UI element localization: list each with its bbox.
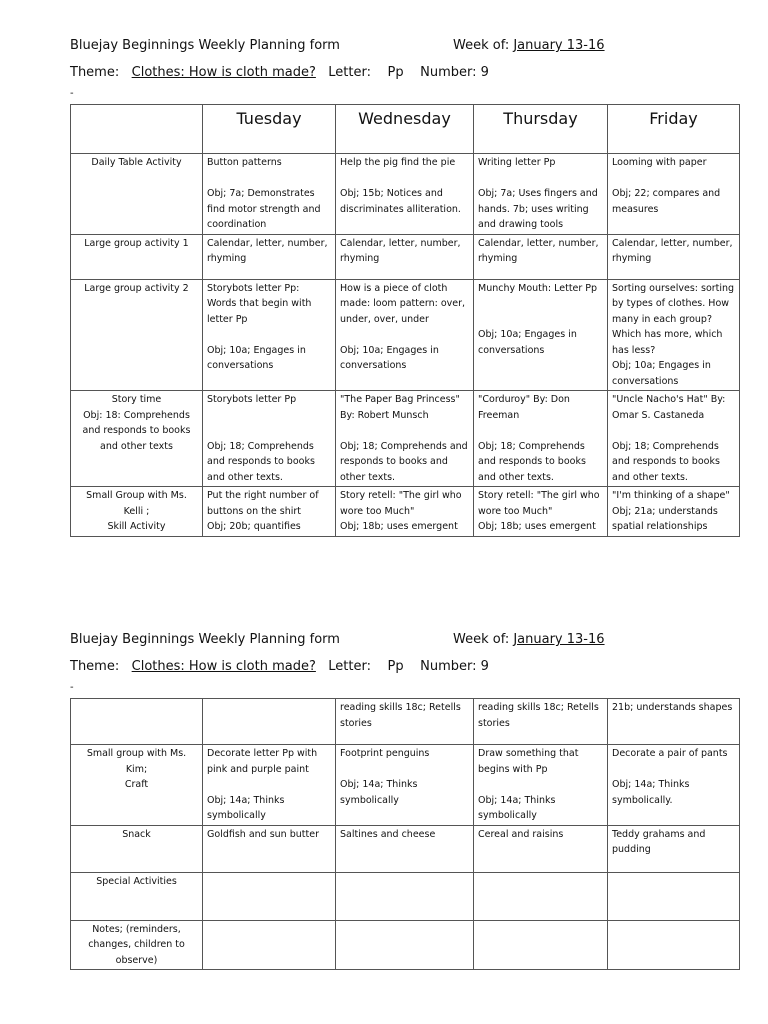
week-of: Week of: January 13-16: [453, 38, 605, 53]
row-label: Daily Table Activity: [71, 154, 203, 235]
row-label: [71, 699, 203, 745]
dash-mark: -: [70, 88, 74, 99]
table-cell: Footprint penguins Obj; 14a; Thinks symbolically: [336, 745, 474, 826]
table-cell: Calendar, letter, number, rhyming: [203, 234, 336, 279]
number-value: 9: [480, 65, 489, 80]
table-cell: [474, 920, 608, 970]
table-cell: "Corduroy" By: Don Freeman Obj; 18; Comprehends and responds to books and other texts.: [474, 391, 608, 487]
table-row: [71, 699, 740, 745]
table-cell: reading skills 18c; Retells stories: [474, 699, 608, 745]
table-row: [71, 872, 740, 920]
row-label: Small group with Ms. Kim; Craft: [71, 745, 203, 826]
form-title: Bluejay Beginnings Weekly Planning form: [70, 38, 340, 53]
table-cell: [608, 920, 740, 970]
table-cell: "I'm thinking of a shape" Obj; 21a; understands spatial relationships: [608, 487, 740, 537]
table-cell: Munchy Mouth: Letter Pp Obj; 10a; Engages in conversations: [474, 279, 608, 391]
table-cell: Storybots letter Pp Obj; 18; Comprehends and responds to books and other texts.: [203, 391, 336, 487]
planning-table-2: [70, 698, 740, 970]
table-cell: Story retell: "The girl who wore too Much" Obj; 18b; uses emergent: [336, 487, 474, 537]
table-cell: Button patterns Obj; 7a; Demonstrates find motor strength and coordination: [203, 154, 336, 235]
table-cell: Teddy grahams and pudding: [608, 825, 740, 872]
table-cell: 21b; understands shapes: [608, 699, 740, 745]
row-label: Special Activities: [71, 872, 203, 920]
table-cell: Calendar, letter, number, rhyming: [474, 234, 608, 279]
table-cell: Decorate a pair of pants Obj; 14a; Thinks symbolically.: [608, 745, 740, 826]
table-cell: [474, 872, 608, 920]
table-cell: Storybots letter Pp: Words that begin with letter Pp Obj; 10a; Engages in conversations: [203, 279, 336, 391]
table-cell: Saltines and cheese: [336, 825, 474, 872]
day-header-row: [71, 105, 740, 154]
dash-mark: -: [70, 682, 74, 693]
table-row: [71, 825, 740, 872]
table-row: [71, 391, 740, 487]
table-row: [71, 487, 740, 537]
form-title-line: [70, 38, 605, 53]
table-cell: reading skills 18c; Retells stories: [336, 699, 474, 745]
row-label: Story time Obj: 18: Comprehends and responds to books and other texts: [71, 391, 203, 487]
table-cell: Draw something that begins with Pp Obj; 14a; Thinks symbolically: [474, 745, 608, 826]
table-row: [71, 279, 740, 391]
table-cell: Story retell: "The girl who wore too Much" Obj; 18b; uses emergent: [474, 487, 608, 537]
day-header: Tuesday: [203, 105, 336, 154]
week-value: January 13-16: [513, 632, 605, 647]
table-cell: Decorate letter Pp with pink and purple paint Obj; 14a; Thinks symbolically: [203, 745, 336, 826]
table-cell: "The Paper Bag Princess" By: Robert Munsch Obj; 18; Comprehends and responds to books and other texts.: [336, 391, 474, 487]
table-cell: [336, 920, 474, 970]
table-cell: Writing letter Pp Obj; 7a; Uses fingers and hands. 7b; uses writing and drawing tools: [474, 154, 608, 235]
theme-line: Theme: Clothes: How is cloth made? Letter: Pp Number: 9: [70, 65, 489, 80]
day-header: Wednesday: [336, 105, 474, 154]
form-title: Bluejay Beginnings Weekly Planning form: [70, 632, 340, 647]
letter-value: Pp: [387, 65, 404, 80]
table-cell: Looming with paper Obj; 22; compares and measures: [608, 154, 740, 235]
table-row: [71, 154, 740, 235]
corner-cell: [71, 105, 203, 154]
table-cell: Help the pig find the pie Obj; 15b; Notices and discriminates alliteration.: [336, 154, 474, 235]
table-cell: Calendar, letter, number, rhyming: [336, 234, 474, 279]
table-row: [71, 745, 740, 826]
table-cell: Put the right number of buttons on the shirt Obj; 20b; quantifies: [203, 487, 336, 537]
table-cell: How is a piece of cloth made: loom pattern: over, under, over, under Obj; 10a; Engages in conversations: [336, 279, 474, 391]
number-value: 9: [480, 659, 489, 674]
planning-table-1: [70, 104, 740, 537]
week-of: Week of: January 13-16: [453, 632, 605, 647]
letter-value: Pp: [387, 659, 404, 674]
table-cell: Cereal and raisins: [474, 825, 608, 872]
row-label: Snack: [71, 825, 203, 872]
theme-value: Clothes: How is cloth made?: [131, 65, 316, 80]
week-value: January 13-16: [513, 38, 605, 53]
table-cell: "Uncle Nacho's Hat" By: Omar S. Castaneda Obj; 18; Comprehends and responds to books and other texts.: [608, 391, 740, 487]
day-header: Thursday: [474, 105, 608, 154]
row-label: Notes; (reminders, changes, children to observe): [71, 920, 203, 970]
table-row: [71, 920, 740, 970]
table-row: [71, 234, 740, 279]
theme-value: Clothes: How is cloth made?: [131, 659, 316, 674]
theme-line: Theme: Clothes: How is cloth made? Letter: Pp Number: 9: [70, 659, 489, 674]
table-cell: Goldfish and sun butter: [203, 825, 336, 872]
table-cell: Calendar, letter, number, rhyming: [608, 234, 740, 279]
table-cell: [336, 872, 474, 920]
row-label: Small Group with Ms. Kelli ; Skill Activity: [71, 487, 203, 537]
table-cell: [203, 872, 336, 920]
table-cell: Sorting ourselves: sorting by types of clothes. How many in each group? Which has more, which has less? Obj; 10a; Engages in conversations: [608, 279, 740, 391]
row-label: Large group activity 2: [71, 279, 203, 391]
row-label: Large group activity 1: [71, 234, 203, 279]
table-cell: [608, 872, 740, 920]
table-cell: [203, 699, 336, 745]
day-header: Friday: [608, 105, 740, 154]
form-title-line: [70, 632, 605, 647]
table-cell: [203, 920, 336, 970]
